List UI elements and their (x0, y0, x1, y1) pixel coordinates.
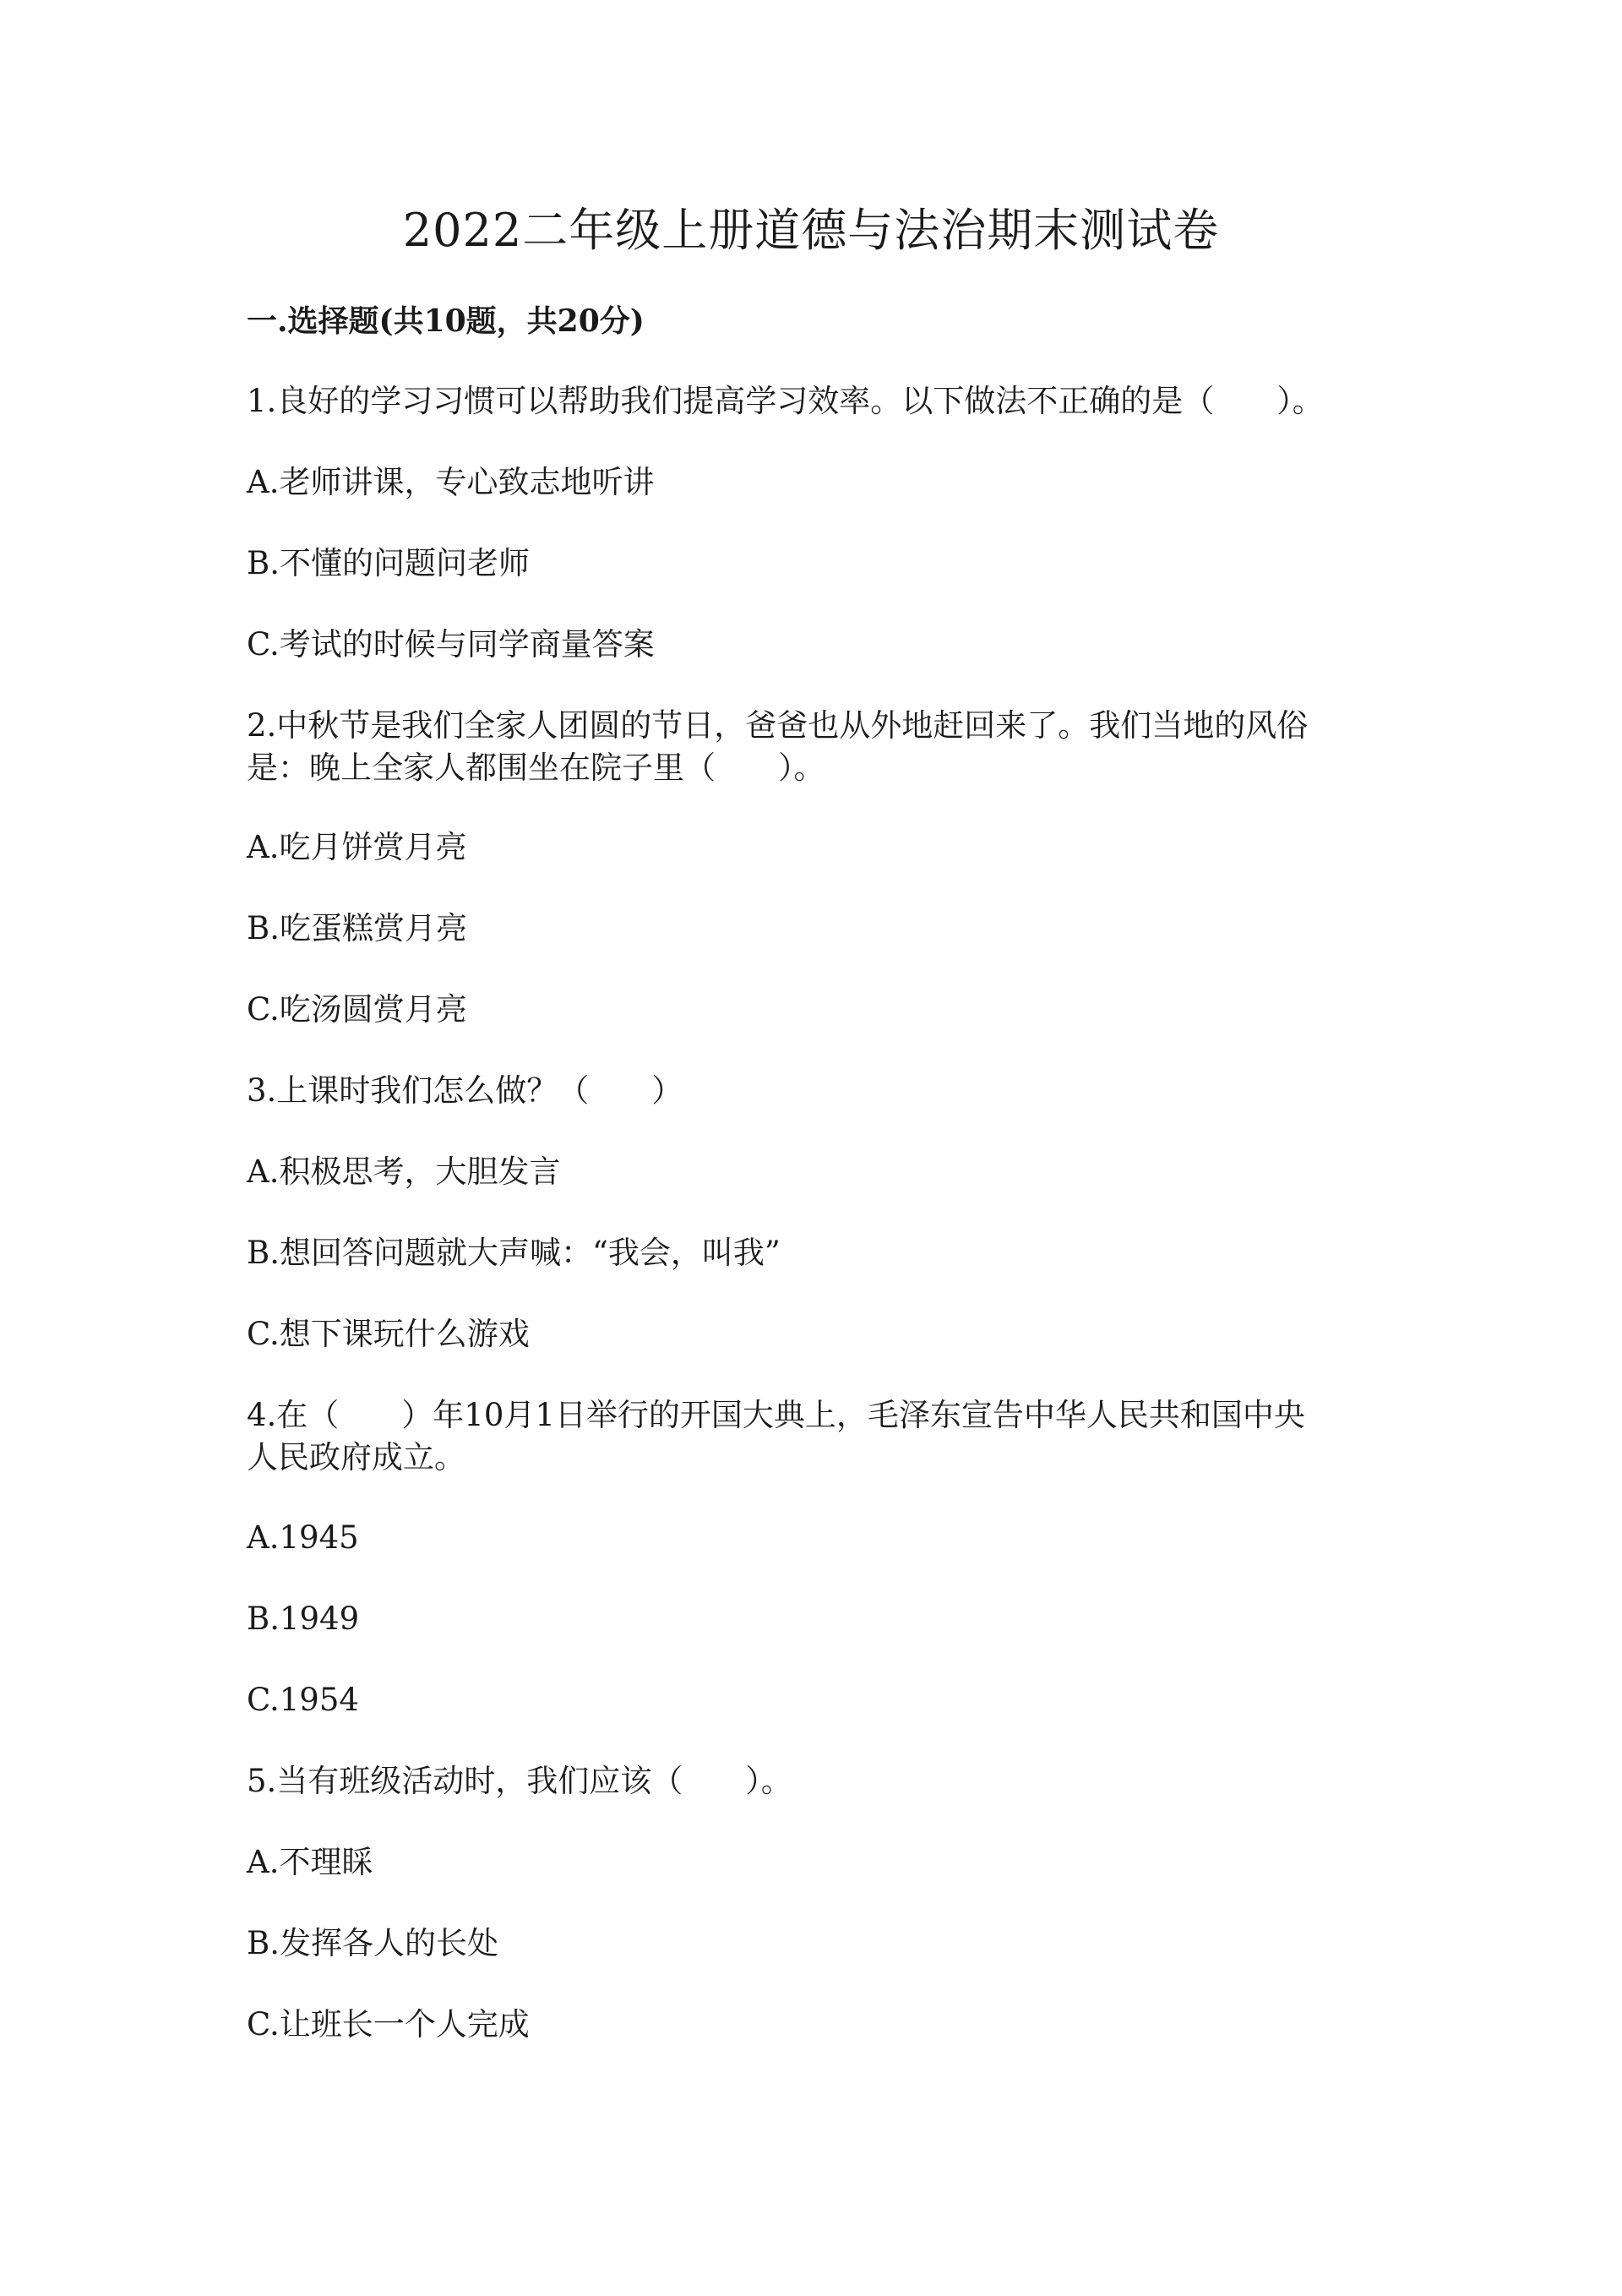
question-5-stem: 5.当有班级活动时，我们应该（ ）。 (247, 1763, 792, 1799)
question-1-option-c: C.考试的时候与同学商量答案 (247, 626, 655, 663)
question-5-option-c: C.让班长一个人完成 (247, 2006, 530, 2042)
question-3-option-a: A.积极思考，大胆发言 (247, 1153, 561, 1190)
question-5-option-a: A.不理睬 (247, 1844, 373, 1880)
question-1-option-a: A.老师讲课，专心致志地听讲 (247, 464, 655, 500)
question-4-option-c: C.1954 (247, 1682, 359, 1718)
question-3-stem: 3.上课时我们怎么做？（ ） (247, 1072, 683, 1109)
question-5-option-b: B.发挥各人的长处 (247, 1925, 498, 1961)
question-4-option-b: B.1949 (247, 1601, 360, 1637)
question-2-option-c: C.吃汤圆赏月亮 (247, 991, 467, 1028)
question-3-option-b: B.想回答问题就大声喊：“我会，叫我” (247, 1235, 781, 1271)
question-3-option-c: C.想下课玩什么游戏 (247, 1316, 530, 1352)
question-2-stem-line-2: 是：晚上全家人都围坐在院子里（ ）。 (247, 750, 825, 786)
question-2-option-a: A.吃月饼赏月亮 (247, 829, 467, 865)
page-title: 2022二年级上册道德与法治期末测试卷 (402, 204, 1220, 257)
question-2-stem-line-1: 2.中秋节是我们全家人团圆的节日，爸爸也从外地赶回来了。我们当地的风俗 (247, 707, 1309, 744)
question-4-option-a: A.1945 (247, 1519, 359, 1556)
question-1-option-b: B.不懂的问题问老师 (247, 545, 530, 581)
question-1-stem: 1.良好的学习习惯可以帮助我们提高学习效率。以下做法不正确的是（ ）。 (247, 383, 1324, 419)
question-2-option-b: B.吃蛋糕赏月亮 (247, 910, 467, 946)
question-4-stem-line-2: 人民政府成立。 (247, 1439, 465, 1475)
section-heading: 一.选择题(共10题，共20分) (247, 303, 645, 339)
question-4-stem-line-1: 4.在（ ）年10月1日举行的开国大典上，毛泽东宣告中华人民共和国中央 (247, 1397, 1305, 1433)
